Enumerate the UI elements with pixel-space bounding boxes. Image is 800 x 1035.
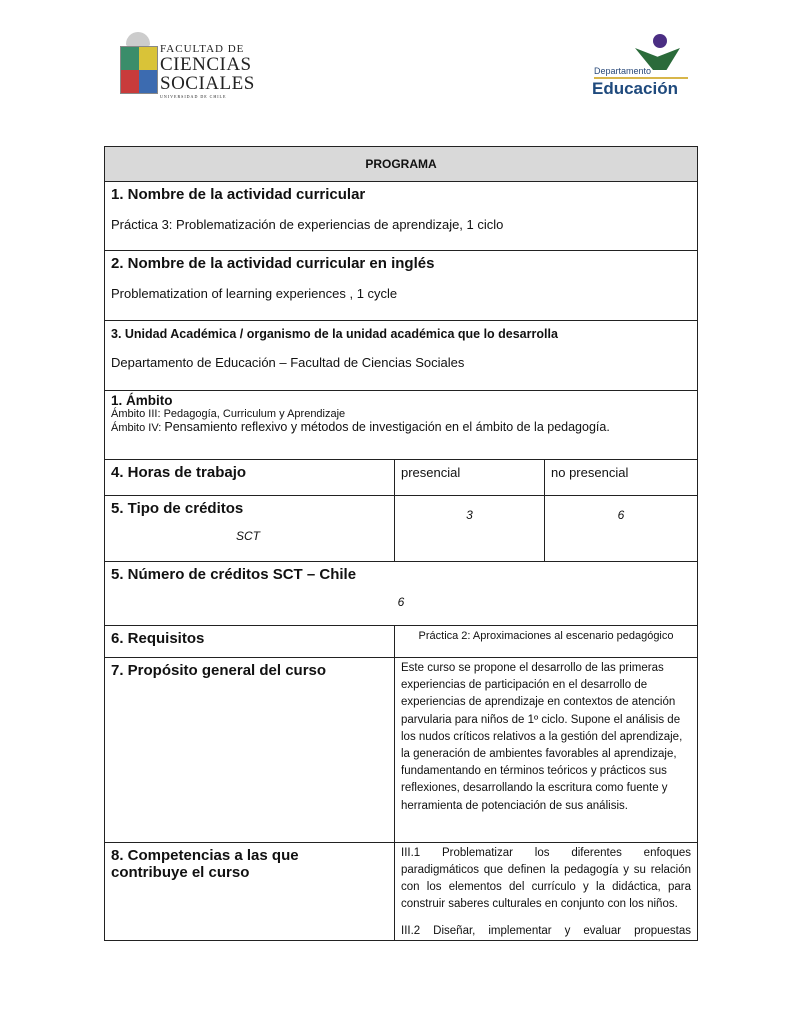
logo-text: SOCIALES <box>160 73 255 94</box>
table-cell <box>395 658 698 843</box>
logo-text: UNIVERSIDAD DE CHILE <box>160 94 227 99</box>
table-cell <box>395 460 545 496</box>
section-title: 5. Número de créditos SCT – Chile <box>111 566 357 583</box>
proposito-value: Este curso se propone el desarrollo de las primeras experiencias de participación en el desarrollo de experiencias de aprendizaje en contextos de atención parvularia para niños de 1º ciclo. Supone el análisis de los nudos críticos relativos a la gestión del aprendizaje, la generación de ambientes favorables al aprendizaje, fundamentando en términos teóricos y prácticos sus reflexiones, desarrollando la escritura como fuente y herramienta de potenciación de sus análisis. <box>401 662 683 812</box>
logo-text: CIENCIAS <box>160 54 252 75</box>
program-table <box>104 146 698 941</box>
table-cell <box>545 460 698 496</box>
table-row <box>105 843 698 941</box>
section-title: 7. Propósito general del curso <box>111 662 327 679</box>
facultad-logo <box>118 32 255 99</box>
ambito-line: Pensamiento reflexivo y métodos de investigación en el ámbito de la pedagogía. <box>164 420 610 434</box>
table-cell <box>545 496 698 562</box>
table-row <box>105 251 698 321</box>
section-title: 4. Horas de trabajo <box>111 464 247 481</box>
table-row <box>105 147 698 182</box>
section-title: 8. Competencias a las que contribuye el curso <box>111 847 299 881</box>
table-cell <box>395 843 698 941</box>
table-row <box>105 321 698 391</box>
horas-cell <box>105 460 395 496</box>
section-value: Práctica 3: Problematización de experiencias de aprendizaje, 1 ciclo <box>111 217 504 232</box>
ambito-line: Ámbito III: Pedagogía, Curriculum y Aprendizaje <box>111 408 346 420</box>
table-cell <box>105 496 395 562</box>
table-row <box>105 182 698 251</box>
competencia-item: III.1 Problematizar los diferentes enfoques paradigmáticos que definen la pedagogía y su relación con los elementos del currículo y la didáctica, para construir saberes culturales en conjunto con los niños. <box>401 847 692 910</box>
credits-presencial: 3 <box>466 508 473 522</box>
section-title: 1. Ámbito <box>111 393 173 408</box>
requisitos-value: Práctica 2: Aproximaciones al escenario pedagógico <box>418 630 674 642</box>
section-unit <box>105 321 698 391</box>
table-cell <box>105 658 395 843</box>
logo-text: Educación <box>592 79 678 98</box>
section-value: Problematization of learning experiences , 1 cycle <box>111 286 398 301</box>
table-cell <box>395 496 545 562</box>
table-row <box>105 460 698 496</box>
table-cell <box>105 626 395 658</box>
table-cell <box>105 843 395 941</box>
credits-total: 6 <box>397 595 405 609</box>
horas-presencial-label: presencial <box>401 465 461 480</box>
figure-head-icon <box>653 34 667 48</box>
table-row <box>105 391 698 460</box>
table-row <box>105 658 698 843</box>
departamento-logo <box>590 34 690 98</box>
logo-text: FACULTAD DE <box>160 43 245 55</box>
ambito-label: Ámbito IV: <box>111 422 165 434</box>
section-title: 6. Requisitos <box>111 630 205 647</box>
section-title: 3. Unidad Académica / organismo de la unidad académica que lo desarrolla <box>111 327 558 341</box>
section-title: 2. Nombre de la actividad curricular en inglés <box>111 255 435 272</box>
table-header: PROGRAMA <box>105 147 698 182</box>
section-title: 1. Nombre de la actividad curricular <box>111 186 366 203</box>
section-name <box>105 182 698 251</box>
section-ambito <box>105 391 698 460</box>
credit-type: SCT <box>236 529 260 543</box>
crest-shield-icon <box>120 46 158 94</box>
table-cell <box>395 626 698 658</box>
table-row <box>105 626 698 658</box>
crest-crown-icon <box>126 32 150 46</box>
table-row <box>105 496 698 562</box>
section-english-name <box>105 251 698 321</box>
section-title: 5. Tipo de créditos <box>111 500 244 517</box>
table-row <box>105 562 698 626</box>
section-value: Departamento de Educación – Facultad de Ciencias Sociales <box>111 355 465 370</box>
horas-no-presencial-label: no presencial <box>551 465 629 480</box>
table-cell <box>105 562 698 626</box>
competencia-item: III.2 Diseñar, implementar y evaluar propuestas <box>401 925 692 937</box>
credits-no-presencial: 6 <box>617 508 625 522</box>
logo-text: Departamento <box>594 66 652 76</box>
